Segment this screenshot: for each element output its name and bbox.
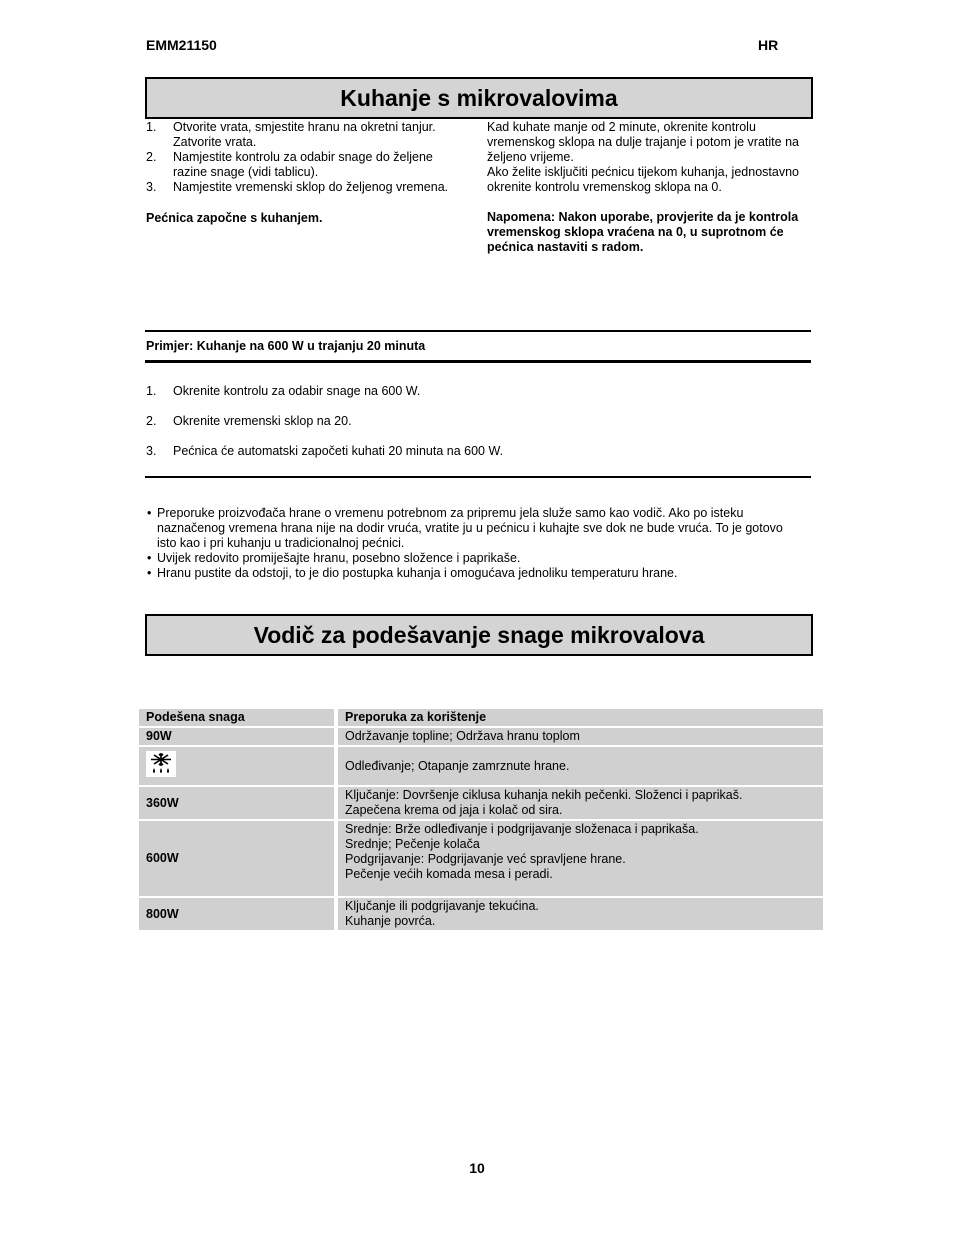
tips-list xyxy=(147,506,787,581)
power-settings-table xyxy=(139,709,823,932)
usage-line: Odleđivanje; Otapanje zamrznute hrane. xyxy=(345,758,570,773)
oven-start-note: Pećnica započne s kuhanjem. xyxy=(146,211,323,225)
step-number: 3. xyxy=(146,444,157,458)
step-number: 1. xyxy=(146,120,157,134)
column-header-power: Podešena snaga xyxy=(139,709,338,728)
list-item xyxy=(146,180,468,195)
after-use-note: Napomena: Nakon uporabe, provjerite da je kontrola vremenskog sklopa vraćena na 0, u suprotnom će pećnica nastaviti s radom. xyxy=(487,210,799,254)
tip-text: Hranu pustite da odstoji, to je dio postupka kuhanja i omogućava jednoliku temperaturu hrane. xyxy=(157,566,678,580)
usage-line: Srednje: Brže odleđivanje i podgrijavanje složenaca i paprikaša. xyxy=(345,822,699,836)
power-cell: 90W xyxy=(139,728,338,747)
usage-cell xyxy=(338,787,823,821)
step-number: 3. xyxy=(146,180,157,194)
usage-cell xyxy=(338,728,823,747)
usage-cell xyxy=(338,898,823,932)
model-number: EMM21150 xyxy=(146,37,217,53)
usage-line: Održavanje topline; Održava hranu toplom xyxy=(345,729,580,743)
bullet-icon: • xyxy=(147,566,152,580)
step-number: 2. xyxy=(146,414,157,428)
list-item xyxy=(146,384,806,399)
section-title-cooking-text: Kuhanje s mikrovalovima xyxy=(340,85,618,111)
tips-list-container xyxy=(147,506,787,581)
power-cell: 800W xyxy=(139,898,338,932)
table-header-row xyxy=(139,709,823,728)
language-code: HR xyxy=(758,37,779,53)
power-cell xyxy=(139,747,338,787)
section-title-cooking xyxy=(145,77,813,119)
cooking-steps-column xyxy=(146,120,468,226)
bullet-icon: • xyxy=(147,551,152,565)
list-item xyxy=(147,506,787,551)
divider xyxy=(145,360,811,363)
usage-line: Kuhanje povrća. xyxy=(345,914,436,928)
divider xyxy=(145,476,811,478)
usage-line: Pečenje većih komada mesa i peradi. xyxy=(345,867,553,881)
power-cell: 360W xyxy=(139,787,338,821)
cooking-steps-list xyxy=(146,120,468,195)
step-number: 2. xyxy=(146,150,157,164)
step-text: Namjestite kontrolu za odabir snage do željene razine snage (vidi tablicu). xyxy=(173,150,433,179)
bullet-icon: • xyxy=(147,506,152,520)
example-title: Primjer: Kuhanje na 600 W u trajanju 20 minuta xyxy=(146,339,426,353)
step-text: Namjestite vremenski sklop do željenog vremena. xyxy=(173,180,449,194)
list-item xyxy=(146,444,806,459)
section-title-power-guide xyxy=(145,614,813,656)
table-row xyxy=(139,787,823,821)
usage-line: Zapečena krema od jaja i kolač od sira. xyxy=(345,803,563,817)
page-number: 10 xyxy=(469,1160,485,1176)
switch-off-paragraph: Ako želite isključiti pećnicu tijekom kuhanja, jednostavno okrenite kontrolu vremenskog sklopa na 0. xyxy=(487,165,799,194)
example-steps xyxy=(146,384,806,459)
usage-line: Ključanje ili podgrijavanje tekućina. xyxy=(345,899,539,913)
list-item xyxy=(146,414,806,429)
usage-line: Podgrijavanje: Podgrijavanje već spravljene hrane. xyxy=(345,852,626,866)
cooking-notes-column xyxy=(487,120,805,255)
usage-cell xyxy=(338,747,823,787)
example-steps-list xyxy=(146,384,806,459)
tip-text: Preporuke proizvođača hrane o vremenu potrebnom za pripremu jela služe samo kao vodič. Ako po isteku naznačenog vremena hrana nije na dodir vruća, vratite ju u pećnicu i kuhajte sve dok ne bude vruća. To je gotovo isto kao i pri kuhanju u tradicionalnoj pećnici. xyxy=(157,506,783,550)
list-item xyxy=(146,150,468,180)
divider xyxy=(145,330,811,332)
power-cell: 600W xyxy=(139,821,338,898)
table-row xyxy=(139,728,823,747)
list-item xyxy=(147,551,787,566)
table-row xyxy=(139,898,823,932)
list-item xyxy=(147,566,787,581)
usage-line: Ključanje: Dovršenje ciklusa kuhanja nekih pečenki. Složenci i paprikaš. xyxy=(345,788,743,802)
usage-cell xyxy=(338,821,823,898)
section-title-power-guide-text: Vodič za podešavanje snage mikrovalova xyxy=(253,622,705,648)
table-row xyxy=(139,821,823,898)
defrost-icon xyxy=(146,751,176,781)
list-item xyxy=(146,120,468,150)
step-text: Okrenite vremenski sklop na 20. xyxy=(173,414,352,428)
usage-line: Srednje; Pečenje kolača xyxy=(345,837,480,851)
table-row xyxy=(139,747,823,787)
step-text: Otvorite vrata, smjestite hranu na okretni tanjur. Zatvorite vrata. xyxy=(173,120,436,149)
step-text: Okrenite kontrolu za odabir snage na 600 W. xyxy=(173,384,421,398)
short-time-paragraph: Kad kuhate manje od 2 minute, okrenite kontrolu vremenskog sklopa na dulje trajanje i potom je vratite na željeno vrijeme. xyxy=(487,120,799,164)
tip-text: Uvijek redovito promiješajte hranu, posebno složence i paprikaše. xyxy=(157,551,521,565)
step-text: Pećnica će automatski započeti kuhati 20 minuta na 600 W. xyxy=(173,444,504,458)
column-header-usage: Preporuka za korištenje xyxy=(338,709,823,728)
step-number: 1. xyxy=(146,384,157,398)
